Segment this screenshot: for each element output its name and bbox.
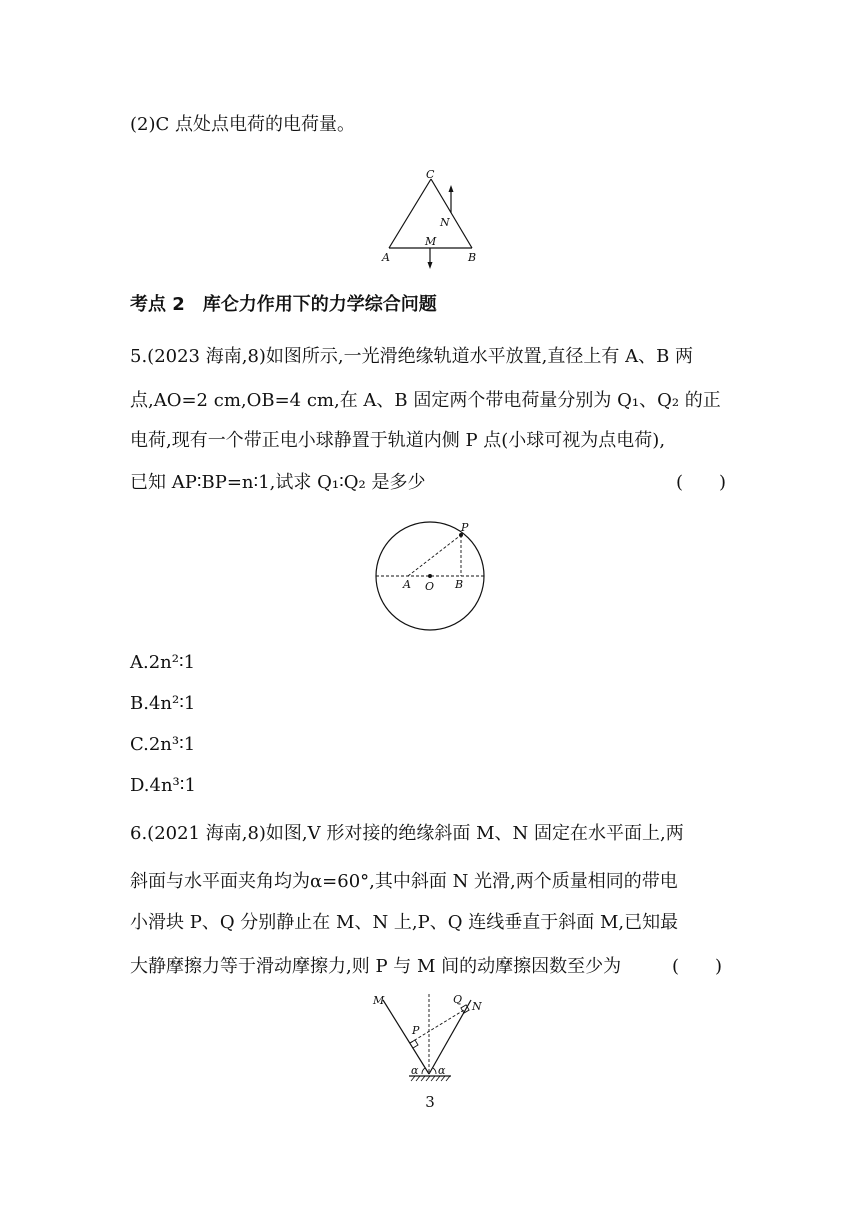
question-5-answer-blank: ( ) (676, 472, 727, 493)
label-c: C (426, 168, 435, 181)
page-number: 3 (425, 1093, 435, 1111)
circle-track-figure (365, 518, 495, 636)
question-5-line-1: 5.(2023 海南,8)如图所示,一光滑绝缘轨道水平放置,直径上有 A、B 两 (130, 346, 694, 367)
arrowhead-m (428, 262, 433, 269)
v-incline-figure (365, 990, 495, 1085)
center-point-o (428, 574, 432, 578)
label-b: B (455, 578, 464, 591)
question-6-line-1: 6.(2021 海南,8)如图,V 形对接的绝缘斜面 M、N 固定在水平面上,两 (130, 823, 684, 844)
line-ap-dashed (408, 535, 461, 576)
option-a: A.2n²∶1 (130, 652, 196, 673)
option-b: B.4n²∶1 (130, 693, 196, 714)
angle-arc-left (422, 1068, 425, 1074)
incline-n (429, 1000, 471, 1074)
label-m: M (425, 235, 437, 248)
question-6-line-3: 小滑块 P、Q 分别静止在 M、N 上,P、Q 连线垂直于斜面 M,已知最 (130, 912, 679, 933)
question-6-line-2: 斜面与水平面夹角均为α=60°,其中斜面 N 光滑,两个质量相同的带电 (130, 871, 678, 892)
label-b: B (468, 251, 477, 264)
label-p: P (412, 1024, 420, 1037)
option-c: C.2n³∶1 (130, 734, 196, 755)
option-d: D.4n³∶1 (130, 775, 196, 796)
label-alpha-right: α (438, 1064, 446, 1077)
section-heading: 考点 2 库仑力作用下的力学综合问题 (130, 294, 437, 315)
question-6-answer-blank: ( ) (672, 956, 723, 977)
label-n: N (440, 216, 450, 229)
label-n: N (472, 1000, 482, 1013)
question-6-line-4: 大静摩擦力等于滑动摩擦力,则 P 与 M 间的动摩擦因数至少为 (130, 956, 622, 977)
label-m: M (373, 994, 385, 1007)
right-angle-marker-p (410, 1040, 418, 1048)
triangle-figure (375, 165, 490, 270)
question-5-line-3: 电荷,现有一个带正电小球静置于轨道内侧 P 点(小球可视为点电荷), (130, 430, 666, 451)
label-a: A (382, 251, 390, 264)
label-p: P (461, 521, 469, 534)
label-o: O (425, 580, 435, 593)
label-q: Q (453, 993, 463, 1006)
question-5-line-4: 已知 AP∶BP=n∶1,试求 Q₁∶Q₂ 是多少 (130, 472, 426, 493)
angle-arc-right (433, 1068, 436, 1074)
question-5-line-2: 点,AO=2 cm,OB=4 cm,在 A、B 固定两个带电荷量分别为 Q₁、Q₂ 的正 (130, 390, 721, 411)
incline-m (383, 1000, 429, 1074)
arrowhead-n (449, 185, 454, 192)
label-a: A (403, 578, 411, 591)
question-4-part-2: (2)C 点处点电荷的电荷量。 (130, 114, 355, 135)
label-alpha-left: α (411, 1064, 419, 1077)
